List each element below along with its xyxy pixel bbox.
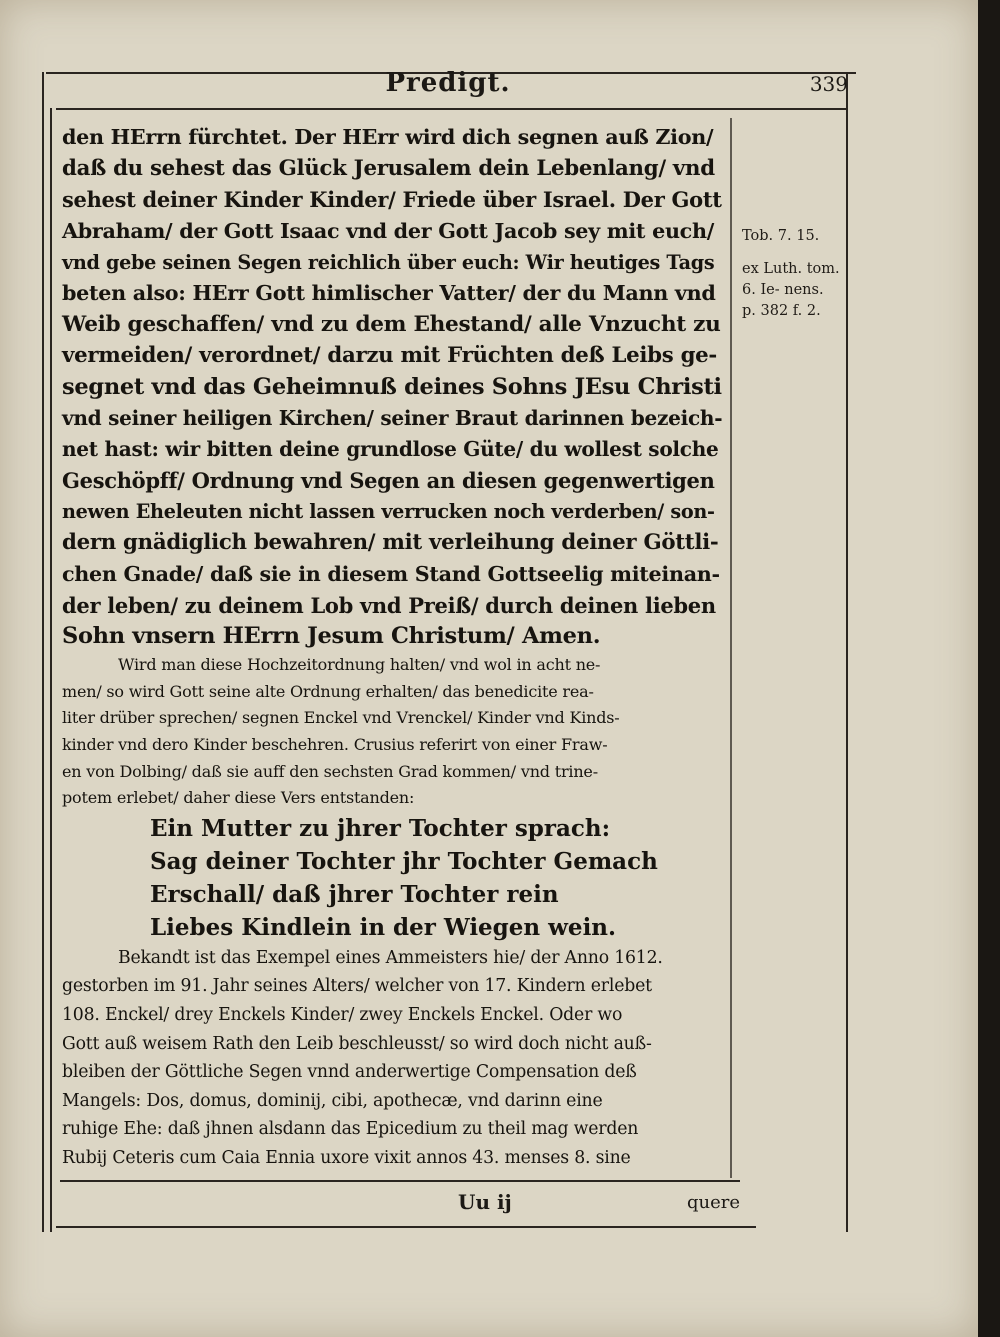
text-line: gestorben im 91. Jahr seines Alters/ welcher von 17. Kindern erlebet: [62, 976, 652, 997]
text-line: vnd seiner heiligen Kirchen/ seiner Braut darinnen bezeich-: [62, 405, 723, 430]
catchword: quere: [686, 1192, 740, 1213]
text-line: Bekandt ist das Exempel eines Ammeisters hie/ der Anno 1612.: [118, 947, 663, 968]
text-line: dern gnädiglich bewahren/ mit verleihung deiner Göttli-: [62, 530, 719, 556]
text-line: 108. Enckel/ drey Enckels Kinder/ zwey Enckels Enckel. Oder wo: [62, 1004, 623, 1025]
signature-mark: Uu ij: [458, 1190, 512, 1214]
inner-left-rule: [50, 108, 52, 1232]
text-line: ruhige Ehe: daß jhnen alsdann das Epicedium zu theil mag werden: [62, 1119, 639, 1140]
text-line: Wird man diese Hochzeitordnung halten/ vnd wol in acht ne-: [118, 655, 601, 675]
footer-rule: [60, 1180, 740, 1182]
text-line: Gott auß weisem Rath den Leib beschleusst/ so wird doch nicht auß-: [62, 1033, 652, 1054]
text-line: Sohn vnsern HErrn Jesum Christum/ Amen.: [62, 623, 601, 649]
bottom-rule: [56, 1226, 756, 1228]
text-line: der leben/ zu deinem Lob vnd Preiß/ durch deinen lieben: [62, 592, 716, 618]
verse-line: Sag deiner Tochter jhr Tochter Gemach: [150, 847, 658, 875]
page-header: [48, 62, 848, 102]
text-line: vermeiden/ verordnet/ darzu mit Früchten deß Leibs ge-: [62, 343, 717, 369]
margin-notes: [742, 226, 842, 334]
verse-line: Ein Mutter zu jhrer Tochter sprach:: [150, 814, 611, 842]
text-line: chen Gnade/ daß sie in diesem Stand Gottseelig miteinan-: [62, 561, 720, 586]
text-line: daß du sehest das Glück Jerusalem dein Lebenlang/ vnd: [62, 156, 715, 182]
column-rule: [730, 118, 732, 1178]
right-frame-rule: [846, 72, 848, 1232]
text-line: newen Eheleuten nicht lassen verrucken noch verderben/ son-: [62, 500, 715, 524]
text-line: potem erlebet/ daher diese Vers entstanden:: [62, 788, 415, 808]
text-line: liter drüber sprechen/ segnen Enckel vnd Vrenckel/ Kinder vnd Kinds-: [62, 708, 620, 728]
text-line: kinder vnd dero Kinder beschehren. Crusius referirt von einer Fraw-: [62, 734, 608, 754]
text-line: men/ so wird Gott seine alte Ordnung erhalten/ das benedicite rea-: [62, 681, 594, 701]
text-line: den HErrn fürchtet. Der HErr wird dich segnen auß Zion/: [62, 125, 714, 149]
text-line: beten also: HErr Gott himlischer Vatter/ der du Mann vnd: [62, 280, 716, 305]
header-rule: [56, 108, 846, 110]
text-line: Geschöpff/ Ordnung vnd Segen an diesen gegenwertigen: [62, 468, 715, 494]
text-line: net hast: wir bitten deine grundlose Güte/ du wollest solche: [62, 436, 719, 461]
text-line: vnd gebe seinen Segen reichlich über euch: Wir heutiges Tags: [62, 250, 715, 274]
verse-line: Erschall/ daß jhrer Tochter rein: [150, 880, 559, 908]
text-line: Mangels: Dos, domus, dominij, cibi, apothecæ, vnd darinn eine: [62, 1090, 603, 1111]
page-number: 339: [809, 72, 848, 96]
page-footer: [60, 1186, 740, 1220]
text-line: sehest deiner Kinder Kinder/ Friede über Israel. Der Gott: [62, 187, 722, 213]
margin-note: Tob. 7. 15.: [742, 228, 820, 244]
text-line: Rubij Ceteris cum Caia Ennia uxore vixit annos 43. menses 8. sine: [62, 1147, 631, 1168]
left-frame-rule: [42, 72, 44, 1232]
scan-edge: [978, 0, 1000, 1337]
running-head: Predigt.: [385, 68, 511, 98]
text-line: Abraham/ der Gott Isaac vnd der Gott Jacob sey mit euch/: [62, 218, 714, 243]
text-line: bleiben der Göttliche Segen vnnd anderwertige Compensation deß: [62, 1062, 637, 1083]
main-text-block: [62, 122, 722, 1172]
verse-line: Liebes Kindlein in der Wiegen wein.: [150, 913, 617, 941]
margin-note: ex Luth. tom. 6. Ie- nens. p. 382 f. 2.: [742, 261, 840, 319]
text-line: segnet vnd das Geheimnuß deines Sohns JEsu Christi: [62, 373, 722, 400]
text-line: Weib geschaffen/ vnd zu dem Ehestand/ alle Vnzucht zu: [62, 312, 721, 338]
text-line: en von Dolbing/ daß sie auff den sechsten Grad kommen/ vnd trine-: [62, 761, 598, 781]
